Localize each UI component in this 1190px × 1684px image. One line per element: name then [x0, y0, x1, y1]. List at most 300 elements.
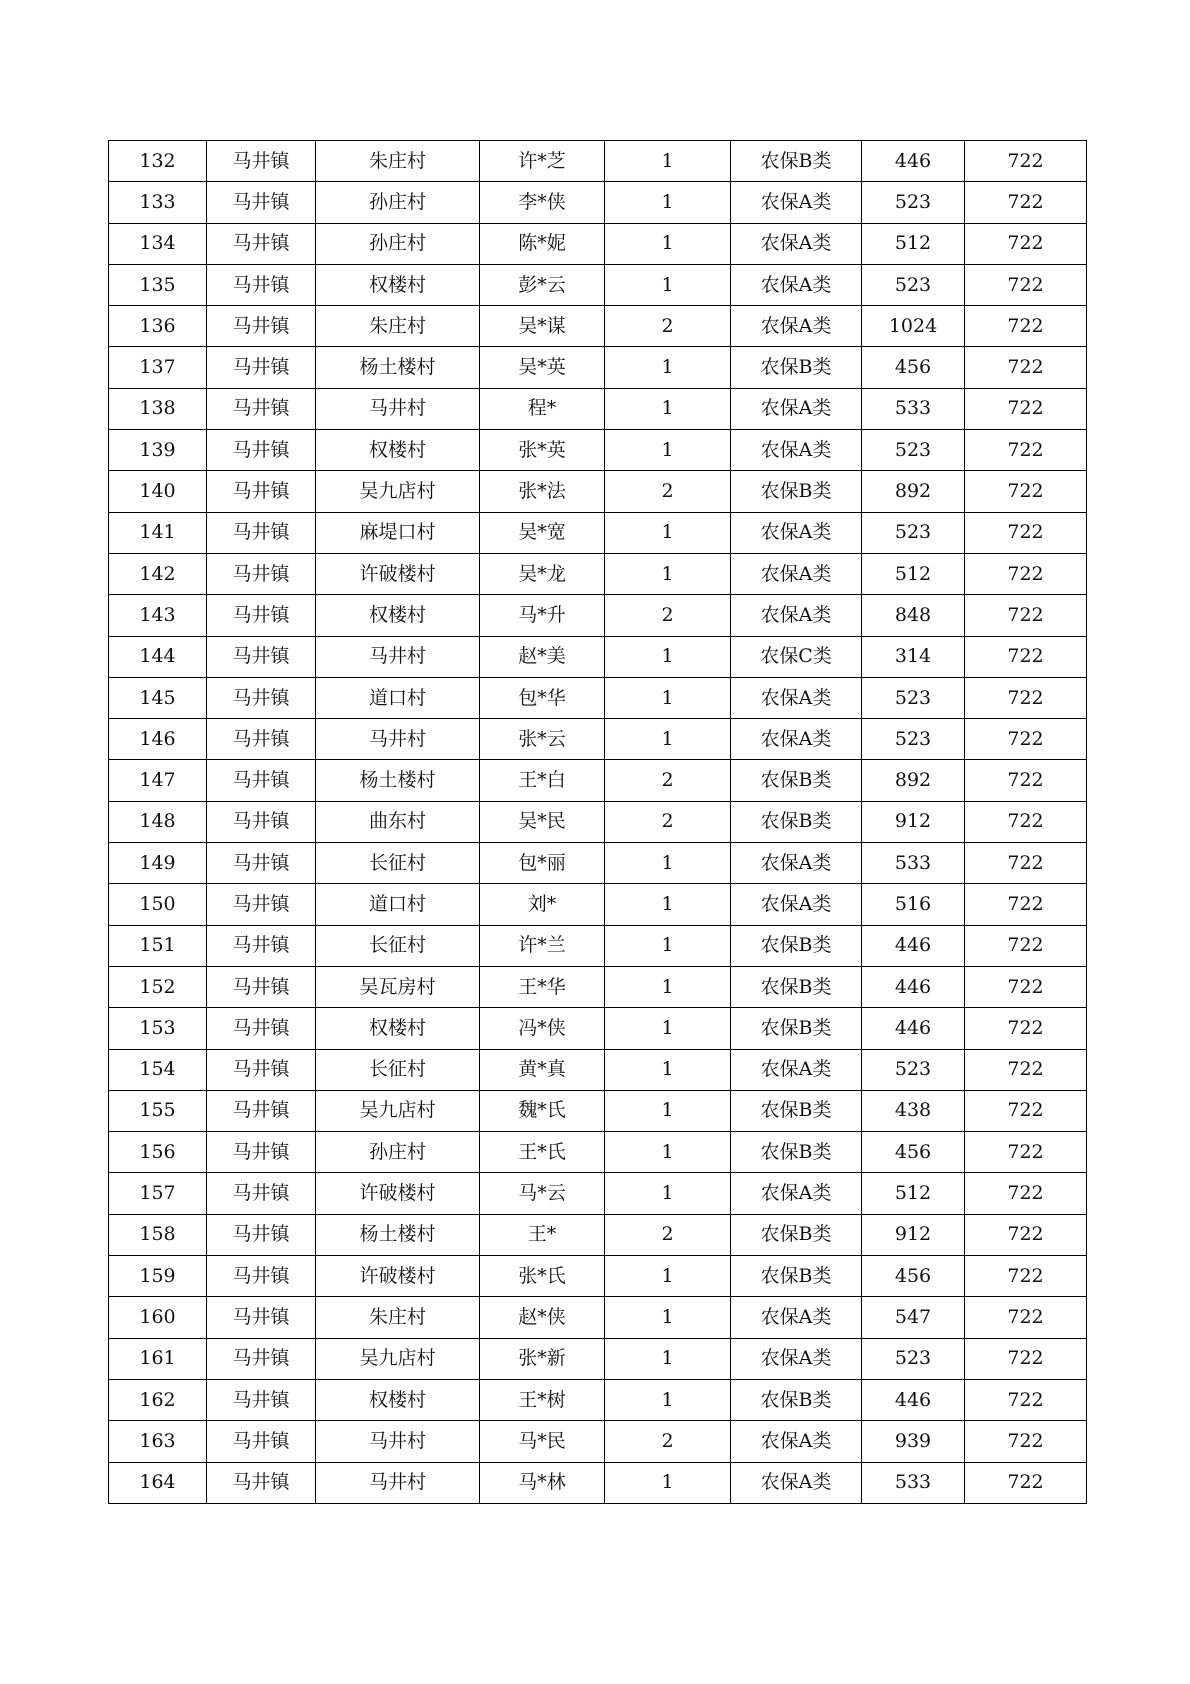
standard-cell: 722 — [965, 1173, 1087, 1214]
amount-cell: 523 — [862, 512, 965, 553]
village-cell: 麻堤口村 — [316, 512, 480, 553]
category-cell: 农保A类 — [731, 1173, 862, 1214]
serial-number-cell: 155 — [109, 1090, 207, 1131]
category-cell: 农保B类 — [731, 966, 862, 1007]
table-row — [109, 966, 1087, 1007]
village-cell: 长征村 — [316, 1049, 480, 1090]
standard-cell: 722 — [965, 925, 1087, 966]
village-cell: 杨土楼村 — [316, 1214, 480, 1255]
standard-cell: 722 — [965, 223, 1087, 264]
amount-cell: 912 — [862, 801, 965, 842]
town-cell: 马井镇 — [207, 966, 316, 1007]
village-cell: 马井村 — [316, 1421, 480, 1462]
category-cell: 农保A类 — [731, 512, 862, 553]
serial-number-cell: 150 — [109, 884, 207, 925]
amount-cell: 446 — [862, 1379, 965, 1420]
household-size-cell: 1 — [605, 388, 731, 429]
village-cell: 长征村 — [316, 843, 480, 884]
table-row — [109, 1173, 1087, 1214]
table-row — [109, 595, 1087, 636]
table-row — [109, 430, 1087, 471]
category-cell: 农保A类 — [731, 264, 862, 305]
village-cell: 道口村 — [316, 884, 480, 925]
standard-cell: 722 — [965, 1421, 1087, 1462]
amount-cell: 523 — [862, 677, 965, 718]
table-row — [109, 306, 1087, 347]
amount-cell: 892 — [862, 471, 965, 512]
household-size-cell: 1 — [605, 430, 731, 471]
name-cell: 赵*侠 — [480, 1297, 605, 1338]
standard-cell: 722 — [965, 1049, 1087, 1090]
amount-cell: 512 — [862, 1173, 965, 1214]
table-row — [109, 223, 1087, 264]
amount-cell: 516 — [862, 884, 965, 925]
standard-cell: 722 — [965, 430, 1087, 471]
town-cell: 马井镇 — [207, 430, 316, 471]
town-cell: 马井镇 — [207, 1421, 316, 1462]
table-row — [109, 512, 1087, 553]
amount-cell: 446 — [862, 966, 965, 1007]
serial-number-cell: 153 — [109, 1008, 207, 1049]
table-row — [109, 1008, 1087, 1049]
name-cell: 魏*氏 — [480, 1090, 605, 1131]
amount-cell: 533 — [862, 1462, 965, 1503]
standard-cell: 722 — [965, 1008, 1087, 1049]
standard-cell: 722 — [965, 1462, 1087, 1503]
household-size-cell: 2 — [605, 1214, 731, 1255]
amount-cell: 939 — [862, 1421, 965, 1462]
town-cell: 马井镇 — [207, 182, 316, 223]
table-row — [109, 884, 1087, 925]
town-cell: 马井镇 — [207, 141, 316, 182]
serial-number-cell: 132 — [109, 141, 207, 182]
name-cell: 许*芝 — [480, 141, 605, 182]
amount-cell: 456 — [862, 347, 965, 388]
name-cell: 吴*谋 — [480, 306, 605, 347]
household-size-cell: 1 — [605, 1379, 731, 1420]
village-cell: 孙庄村 — [316, 223, 480, 264]
village-cell: 权楼村 — [316, 1008, 480, 1049]
village-cell: 孙庄村 — [316, 182, 480, 223]
category-cell: 农保B类 — [731, 1256, 862, 1297]
amount-cell: 523 — [862, 430, 965, 471]
table-row — [109, 1462, 1087, 1503]
serial-number-cell: 134 — [109, 223, 207, 264]
serial-number-cell: 146 — [109, 719, 207, 760]
recipient-table — [108, 140, 1087, 1504]
household-size-cell: 1 — [605, 1297, 731, 1338]
town-cell: 马井镇 — [207, 1338, 316, 1379]
category-cell: 农保A类 — [731, 553, 862, 594]
table-row — [109, 1379, 1087, 1420]
table-row — [109, 1421, 1087, 1462]
table-row — [109, 1090, 1087, 1131]
amount-cell: 523 — [862, 182, 965, 223]
name-cell: 马*民 — [480, 1421, 605, 1462]
standard-cell: 722 — [965, 677, 1087, 718]
name-cell: 马*云 — [480, 1173, 605, 1214]
name-cell: 王*华 — [480, 966, 605, 1007]
recipient-table-wrapper — [108, 140, 1086, 1504]
village-cell: 道口村 — [316, 677, 480, 718]
village-cell: 吴瓦房村 — [316, 966, 480, 1007]
amount-cell: 912 — [862, 1214, 965, 1255]
town-cell: 马井镇 — [207, 388, 316, 429]
name-cell: 张*法 — [480, 471, 605, 512]
standard-cell: 722 — [965, 636, 1087, 677]
name-cell: 李*侠 — [480, 182, 605, 223]
town-cell: 马井镇 — [207, 1379, 316, 1420]
village-cell: 权楼村 — [316, 595, 480, 636]
amount-cell: 848 — [862, 595, 965, 636]
name-cell: 包*华 — [480, 677, 605, 718]
village-cell: 马井村 — [316, 388, 480, 429]
town-cell: 马井镇 — [207, 801, 316, 842]
name-cell: 黄*真 — [480, 1049, 605, 1090]
village-cell: 朱庄村 — [316, 306, 480, 347]
village-cell: 朱庄村 — [316, 1297, 480, 1338]
standard-cell: 722 — [965, 1338, 1087, 1379]
amount-cell: 314 — [862, 636, 965, 677]
category-cell: 农保A类 — [731, 388, 862, 429]
town-cell: 马井镇 — [207, 843, 316, 884]
town-cell: 马井镇 — [207, 1008, 316, 1049]
household-size-cell: 1 — [605, 512, 731, 553]
village-cell: 许破楼村 — [316, 1173, 480, 1214]
name-cell: 刘* — [480, 884, 605, 925]
category-cell: 农保B类 — [731, 141, 862, 182]
standard-cell: 722 — [965, 966, 1087, 1007]
table-row — [109, 843, 1087, 884]
town-cell: 马井镇 — [207, 1132, 316, 1173]
amount-cell: 446 — [862, 925, 965, 966]
household-size-cell: 1 — [605, 1008, 731, 1049]
serial-number-cell: 157 — [109, 1173, 207, 1214]
town-cell: 马井镇 — [207, 595, 316, 636]
town-cell: 马井镇 — [207, 719, 316, 760]
town-cell: 马井镇 — [207, 223, 316, 264]
town-cell: 马井镇 — [207, 1090, 316, 1131]
town-cell: 马井镇 — [207, 884, 316, 925]
standard-cell: 722 — [965, 843, 1087, 884]
name-cell: 赵*美 — [480, 636, 605, 677]
town-cell: 马井镇 — [207, 1256, 316, 1297]
serial-number-cell: 156 — [109, 1132, 207, 1173]
name-cell: 吴*民 — [480, 801, 605, 842]
serial-number-cell: 140 — [109, 471, 207, 512]
village-cell: 吴九店村 — [316, 1090, 480, 1131]
household-size-cell: 1 — [605, 884, 731, 925]
household-size-cell: 1 — [605, 1338, 731, 1379]
household-size-cell: 1 — [605, 1049, 731, 1090]
town-cell: 马井镇 — [207, 1462, 316, 1503]
amount-cell: 456 — [862, 1256, 965, 1297]
village-cell: 马井村 — [316, 1462, 480, 1503]
name-cell: 张*云 — [480, 719, 605, 760]
category-cell: 农保A类 — [731, 719, 862, 760]
household-size-cell: 1 — [605, 141, 731, 182]
table-row — [109, 677, 1087, 718]
household-size-cell: 2 — [605, 801, 731, 842]
name-cell: 吴*宽 — [480, 512, 605, 553]
household-size-cell: 1 — [605, 1090, 731, 1131]
standard-cell: 722 — [965, 1256, 1087, 1297]
village-cell: 吴九店村 — [316, 471, 480, 512]
name-cell: 吴*龙 — [480, 553, 605, 594]
household-size-cell: 1 — [605, 1132, 731, 1173]
town-cell: 马井镇 — [207, 925, 316, 966]
serial-number-cell: 160 — [109, 1297, 207, 1338]
household-size-cell: 2 — [605, 471, 731, 512]
serial-number-cell: 161 — [109, 1338, 207, 1379]
village-cell: 曲东村 — [316, 801, 480, 842]
name-cell: 冯*侠 — [480, 1008, 605, 1049]
name-cell: 王*树 — [480, 1379, 605, 1420]
name-cell: 王*白 — [480, 760, 605, 801]
name-cell: 吴*英 — [480, 347, 605, 388]
category-cell: 农保B类 — [731, 1008, 862, 1049]
category-cell: 农保A类 — [731, 1297, 862, 1338]
serial-number-cell: 142 — [109, 553, 207, 594]
town-cell: 马井镇 — [207, 1214, 316, 1255]
standard-cell: 722 — [965, 264, 1087, 305]
standard-cell: 722 — [965, 388, 1087, 429]
amount-cell: 547 — [862, 1297, 965, 1338]
category-cell: 农保A类 — [731, 1462, 862, 1503]
town-cell: 马井镇 — [207, 553, 316, 594]
category-cell: 农保A类 — [731, 595, 862, 636]
category-cell: 农保A类 — [731, 223, 862, 264]
standard-cell: 722 — [965, 141, 1087, 182]
serial-number-cell: 159 — [109, 1256, 207, 1297]
category-cell: 农保A类 — [731, 843, 862, 884]
amount-cell: 456 — [862, 1132, 965, 1173]
serial-number-cell: 147 — [109, 760, 207, 801]
household-size-cell: 1 — [605, 553, 731, 594]
table-body — [109, 141, 1087, 1504]
amount-cell: 446 — [862, 141, 965, 182]
amount-cell: 523 — [862, 719, 965, 760]
name-cell: 彭*云 — [480, 264, 605, 305]
table-row — [109, 719, 1087, 760]
category-cell: 农保B类 — [731, 1090, 862, 1131]
name-cell: 张*氏 — [480, 1256, 605, 1297]
name-cell: 包*丽 — [480, 843, 605, 884]
town-cell: 马井镇 — [207, 760, 316, 801]
serial-number-cell: 136 — [109, 306, 207, 347]
table-row — [109, 1132, 1087, 1173]
category-cell: 农保B类 — [731, 347, 862, 388]
amount-cell: 512 — [862, 223, 965, 264]
amount-cell: 438 — [862, 1090, 965, 1131]
household-size-cell: 2 — [605, 306, 731, 347]
category-cell: 农保A类 — [731, 182, 862, 223]
standard-cell: 722 — [965, 595, 1087, 636]
serial-number-cell: 154 — [109, 1049, 207, 1090]
village-cell: 长征村 — [316, 925, 480, 966]
amount-cell: 533 — [862, 843, 965, 884]
table-row — [109, 264, 1087, 305]
household-size-cell: 1 — [605, 264, 731, 305]
category-cell: 农保B类 — [731, 1132, 862, 1173]
standard-cell: 722 — [965, 801, 1087, 842]
amount-cell: 523 — [862, 1338, 965, 1379]
category-cell: 农保C类 — [731, 636, 862, 677]
amount-cell: 892 — [862, 760, 965, 801]
table-row — [109, 141, 1087, 182]
household-size-cell: 1 — [605, 223, 731, 264]
serial-number-cell: 164 — [109, 1462, 207, 1503]
village-cell: 朱庄村 — [316, 141, 480, 182]
village-cell: 马井村 — [316, 636, 480, 677]
name-cell: 张*新 — [480, 1338, 605, 1379]
category-cell: 农保A类 — [731, 677, 862, 718]
town-cell: 马井镇 — [207, 471, 316, 512]
category-cell: 农保A类 — [731, 1421, 862, 1462]
household-size-cell: 1 — [605, 966, 731, 1007]
category-cell: 农保B类 — [731, 1214, 862, 1255]
village-cell: 马井村 — [316, 719, 480, 760]
household-size-cell: 2 — [605, 1421, 731, 1462]
household-size-cell: 1 — [605, 719, 731, 760]
standard-cell: 722 — [965, 553, 1087, 594]
standard-cell: 722 — [965, 719, 1087, 760]
amount-cell: 523 — [862, 1049, 965, 1090]
town-cell: 马井镇 — [207, 1297, 316, 1338]
serial-number-cell: 141 — [109, 512, 207, 553]
household-size-cell: 1 — [605, 925, 731, 966]
table-row — [109, 760, 1087, 801]
standard-cell: 722 — [965, 1214, 1087, 1255]
village-cell: 许破楼村 — [316, 553, 480, 594]
standard-cell: 722 — [965, 182, 1087, 223]
household-size-cell: 1 — [605, 347, 731, 388]
amount-cell: 446 — [862, 1008, 965, 1049]
table-row — [109, 347, 1087, 388]
serial-number-cell: 148 — [109, 801, 207, 842]
household-size-cell: 1 — [605, 1256, 731, 1297]
serial-number-cell: 133 — [109, 182, 207, 223]
name-cell: 许*兰 — [480, 925, 605, 966]
table-row — [109, 1338, 1087, 1379]
serial-number-cell: 152 — [109, 966, 207, 1007]
household-size-cell: 2 — [605, 595, 731, 636]
standard-cell: 722 — [965, 1090, 1087, 1131]
household-size-cell: 1 — [605, 636, 731, 677]
village-cell: 杨土楼村 — [316, 347, 480, 388]
standard-cell: 722 — [965, 471, 1087, 512]
household-size-cell: 1 — [605, 182, 731, 223]
town-cell: 马井镇 — [207, 677, 316, 718]
serial-number-cell: 163 — [109, 1421, 207, 1462]
serial-number-cell: 149 — [109, 843, 207, 884]
town-cell: 马井镇 — [207, 1049, 316, 1090]
name-cell: 马*升 — [480, 595, 605, 636]
serial-number-cell: 144 — [109, 636, 207, 677]
standard-cell: 722 — [965, 760, 1087, 801]
standard-cell: 722 — [965, 512, 1087, 553]
town-cell: 马井镇 — [207, 512, 316, 553]
name-cell: 马*林 — [480, 1462, 605, 1503]
household-size-cell: 1 — [605, 1173, 731, 1214]
serial-number-cell: 135 — [109, 264, 207, 305]
table-row — [109, 925, 1087, 966]
name-cell: 王* — [480, 1214, 605, 1255]
category-cell: 农保B类 — [731, 1379, 862, 1420]
standard-cell: 722 — [965, 1132, 1087, 1173]
household-size-cell: 1 — [605, 1462, 731, 1503]
household-size-cell: 1 — [605, 677, 731, 718]
village-cell: 杨土楼村 — [316, 760, 480, 801]
amount-cell: 1024 — [862, 306, 965, 347]
name-cell: 张*英 — [480, 430, 605, 471]
village-cell: 权楼村 — [316, 430, 480, 471]
amount-cell: 512 — [862, 553, 965, 594]
serial-number-cell: 151 — [109, 925, 207, 966]
name-cell: 程* — [480, 388, 605, 429]
town-cell: 马井镇 — [207, 306, 316, 347]
amount-cell: 533 — [862, 388, 965, 429]
standard-cell: 722 — [965, 884, 1087, 925]
category-cell: 农保B类 — [731, 801, 862, 842]
table-row — [109, 553, 1087, 594]
village-cell: 权楼村 — [316, 1379, 480, 1420]
town-cell: 马井镇 — [207, 347, 316, 388]
category-cell: 农保A类 — [731, 430, 862, 471]
household-size-cell: 1 — [605, 843, 731, 884]
serial-number-cell: 138 — [109, 388, 207, 429]
household-size-cell: 2 — [605, 760, 731, 801]
serial-number-cell: 143 — [109, 595, 207, 636]
town-cell: 马井镇 — [207, 264, 316, 305]
category-cell: 农保A类 — [731, 306, 862, 347]
table-row — [109, 636, 1087, 677]
table-row — [109, 1297, 1087, 1338]
standard-cell: 722 — [965, 1297, 1087, 1338]
serial-number-cell: 137 — [109, 347, 207, 388]
category-cell: 农保B类 — [731, 925, 862, 966]
amount-cell: 523 — [862, 264, 965, 305]
category-cell: 农保B类 — [731, 760, 862, 801]
standard-cell: 722 — [965, 306, 1087, 347]
name-cell: 陈*妮 — [480, 223, 605, 264]
category-cell: 农保A类 — [731, 884, 862, 925]
serial-number-cell: 158 — [109, 1214, 207, 1255]
table-row — [109, 801, 1087, 842]
table-row — [109, 1256, 1087, 1297]
serial-number-cell: 162 — [109, 1379, 207, 1420]
serial-number-cell: 145 — [109, 677, 207, 718]
standard-cell: 722 — [965, 1379, 1087, 1420]
category-cell: 农保A类 — [731, 1049, 862, 1090]
standard-cell: 722 — [965, 347, 1087, 388]
name-cell: 王*氏 — [480, 1132, 605, 1173]
village-cell: 孙庄村 — [316, 1132, 480, 1173]
village-cell: 许破楼村 — [316, 1256, 480, 1297]
table-row — [109, 388, 1087, 429]
category-cell: 农保B类 — [731, 471, 862, 512]
town-cell: 马井镇 — [207, 1173, 316, 1214]
village-cell: 吴九店村 — [316, 1338, 480, 1379]
table-row — [109, 182, 1087, 223]
serial-number-cell: 139 — [109, 430, 207, 471]
table-row — [109, 471, 1087, 512]
town-cell: 马井镇 — [207, 636, 316, 677]
table-row — [109, 1214, 1087, 1255]
table-row — [109, 1049, 1087, 1090]
category-cell: 农保A类 — [731, 1338, 862, 1379]
village-cell: 权楼村 — [316, 264, 480, 305]
